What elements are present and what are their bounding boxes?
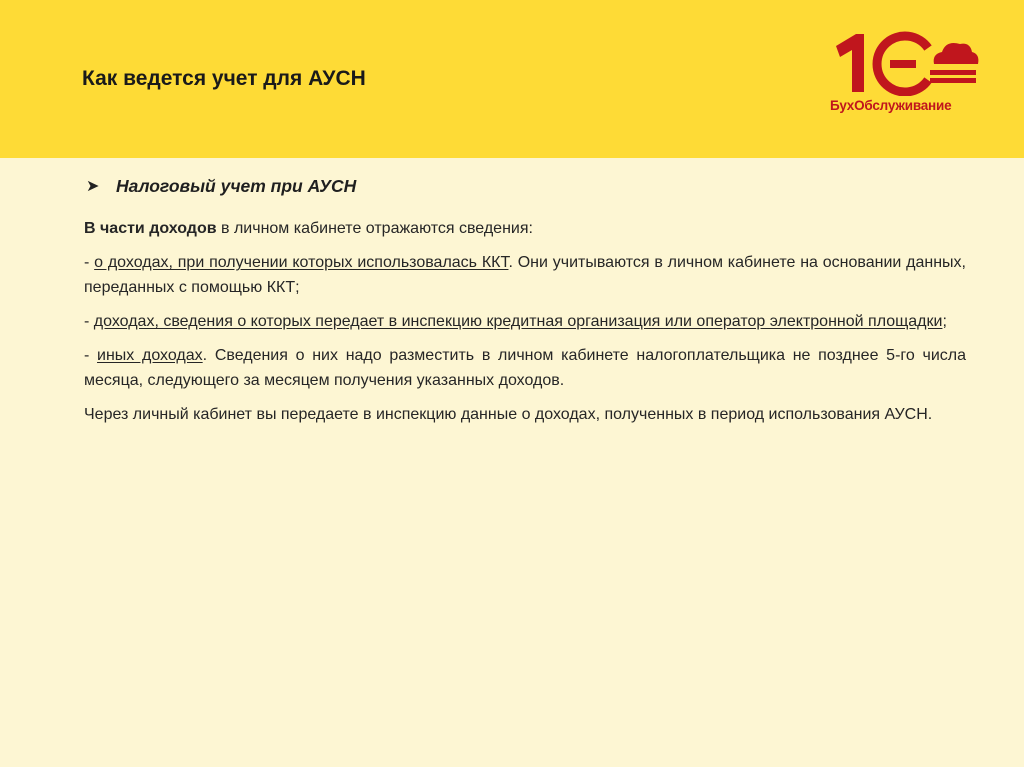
slide-title: Как ведется учет для АУСН bbox=[82, 67, 366, 90]
logo-caption: БухОбслуживание bbox=[830, 98, 952, 113]
header-band bbox=[0, 0, 1024, 158]
logo-1c-buhobsluzhivanie bbox=[830, 30, 980, 125]
item-dash: - bbox=[84, 347, 98, 364]
item-text: . Они учитываются в личном кабинете на основании данных, переданных с помощью ККТ; bbox=[84, 254, 966, 296]
subhead-label: Налоговый учет при АУСН bbox=[116, 175, 357, 196]
item-dash: - bbox=[84, 254, 95, 271]
item-text: . Сведения о них надо разместить в личном кабинете налогоплательщика не позднее 5-го числа месяца, следующего за месяцем получения указанных доходов. bbox=[84, 347, 967, 389]
slide-body bbox=[84, 168, 966, 436]
arrow-bullet-icon: ➤ bbox=[86, 177, 100, 195]
list-item bbox=[84, 343, 966, 393]
logo-mark-icon bbox=[830, 30, 980, 96]
intro-text: в личном кабинете отражаются сведения: bbox=[216, 220, 533, 237]
item-text: ; bbox=[942, 313, 947, 330]
intro-bold-text: В части доходов bbox=[84, 220, 217, 237]
closing-paragraph: Через личный кабинет вы передаете в инспекцию данные о доходах, полученных в период использования АУСН. bbox=[84, 406, 933, 423]
item-underlined-text: иных доходах bbox=[97, 347, 203, 364]
item-underlined-text: о доходах, при получении которых использовалась ККТ bbox=[94, 254, 509, 271]
list-item bbox=[84, 309, 966, 334]
intro-paragraph bbox=[84, 216, 966, 241]
item-underlined-text: доходах, сведения о которых передает в инспекцию кредитная организация или оператор электронной площадки bbox=[93, 313, 943, 330]
list-item bbox=[84, 250, 966, 300]
item-dash: - bbox=[84, 313, 94, 330]
section-subhead bbox=[86, 168, 966, 204]
